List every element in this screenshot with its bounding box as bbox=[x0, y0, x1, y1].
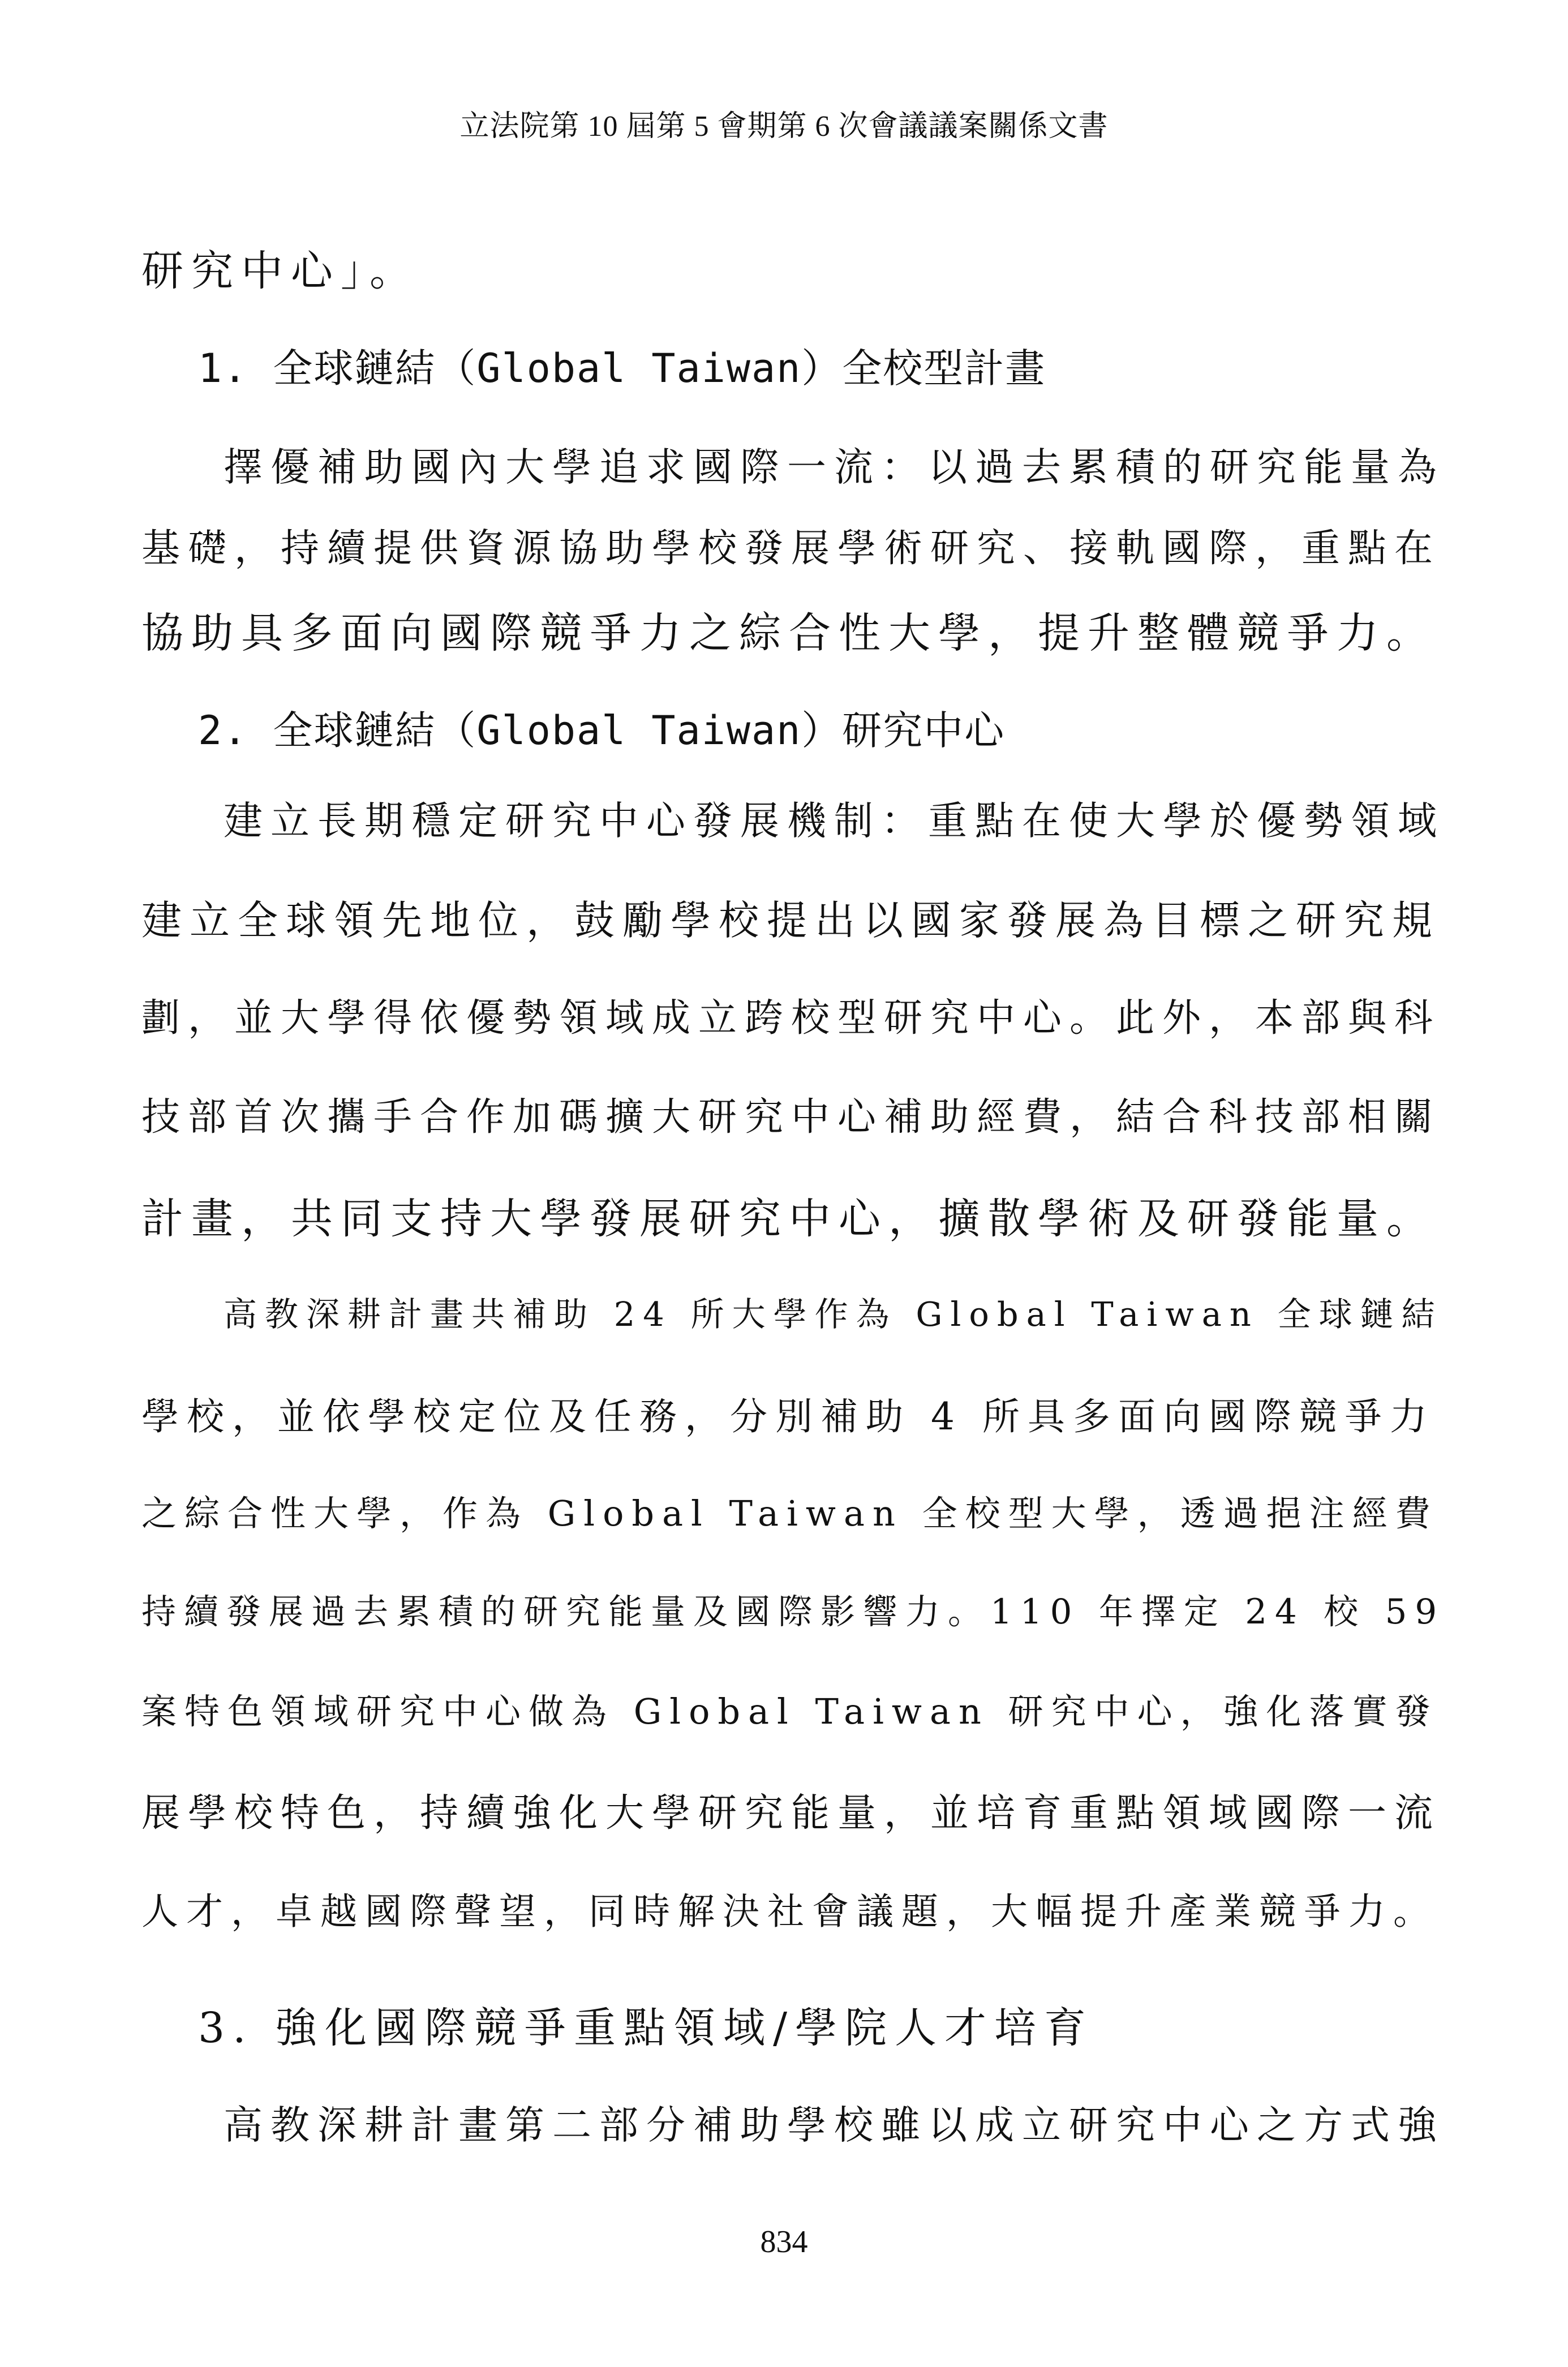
body-line: 高教深耕計畫共補助 24 所大學作為 Global Taiwan 全球鏈結 bbox=[224, 1295, 1443, 1334]
section-heading: 3. 強化國際競爭重點領域/學院人才培育 bbox=[198, 2004, 1094, 2052]
body-line: 建立全球領先地位，鼓勵學校提出以國家發展為目標之研究規 bbox=[141, 897, 1441, 944]
body-line: 之綜合性大學，作為 Global Taiwan 全校型大學，透過挹注經費 bbox=[141, 1493, 1438, 1534]
body-line: 持續發展過去累積的研究能量及國際影響力。110 年擇定 24 校 59 bbox=[141, 1592, 1445, 1632]
page-number: 834 bbox=[760, 2224, 808, 2259]
body-line: 技部首次攜手合作加碼擴大研究中心補助經費，結合科技部相關 bbox=[141, 1095, 1441, 1140]
body-line: 擇優補助國內大學追求國際一流：以過去累積的研究能量為 bbox=[224, 445, 1445, 490]
body-line: 建立長期穩定研究中心發展機制：重點在使大學於優勢領域 bbox=[224, 798, 1445, 844]
section-heading: 2. 全球鏈結（Global Taiwan）研究中心 bbox=[198, 707, 1006, 754]
body-line: 研究中心」。 bbox=[141, 247, 419, 295]
body-line: 學校，並依學校定位及任務，分別補助 4 所具多面向國際競爭力 bbox=[141, 1395, 1435, 1438]
document-header: 立法院第 10 屆第 5 會期第 6 次會議議案關係文書 bbox=[459, 110, 1109, 143]
body-line: 展學校特色，持續強化大學研究能量，並培育重點領域國際一流 bbox=[141, 1791, 1441, 1836]
body-line: 劃，並大學得依優勢領域成立跨校型研究中心。此外，本部與科 bbox=[141, 996, 1441, 1041]
section-heading: 1. 全球鏈結（Global Taiwan）全校型計畫 bbox=[198, 345, 1046, 392]
body-line: 人才，卓越國際聲望，同時解決社會議題，大幅提升產業競爭力。 bbox=[141, 1891, 1438, 1933]
body-line: 高教深耕計畫第二部分補助學校雖以成立研究中心之方式強 bbox=[224, 2103, 1445, 2148]
body-line: 計畫，共同支持大學發展研究中心，擴散學術及研發能量。 bbox=[141, 1195, 1436, 1243]
body-line: 協助具多面向國際競爭力之綜合性大學，提升整體競爭力。 bbox=[141, 609, 1436, 658]
body-line: 案特色領域研究中心做為 Global Taiwan 研究中心，強化落實發 bbox=[141, 1691, 1438, 1732]
body-line: 基礎，持續提供資源協助學校發展學術研究、接軌國際，重點在 bbox=[141, 526, 1441, 571]
